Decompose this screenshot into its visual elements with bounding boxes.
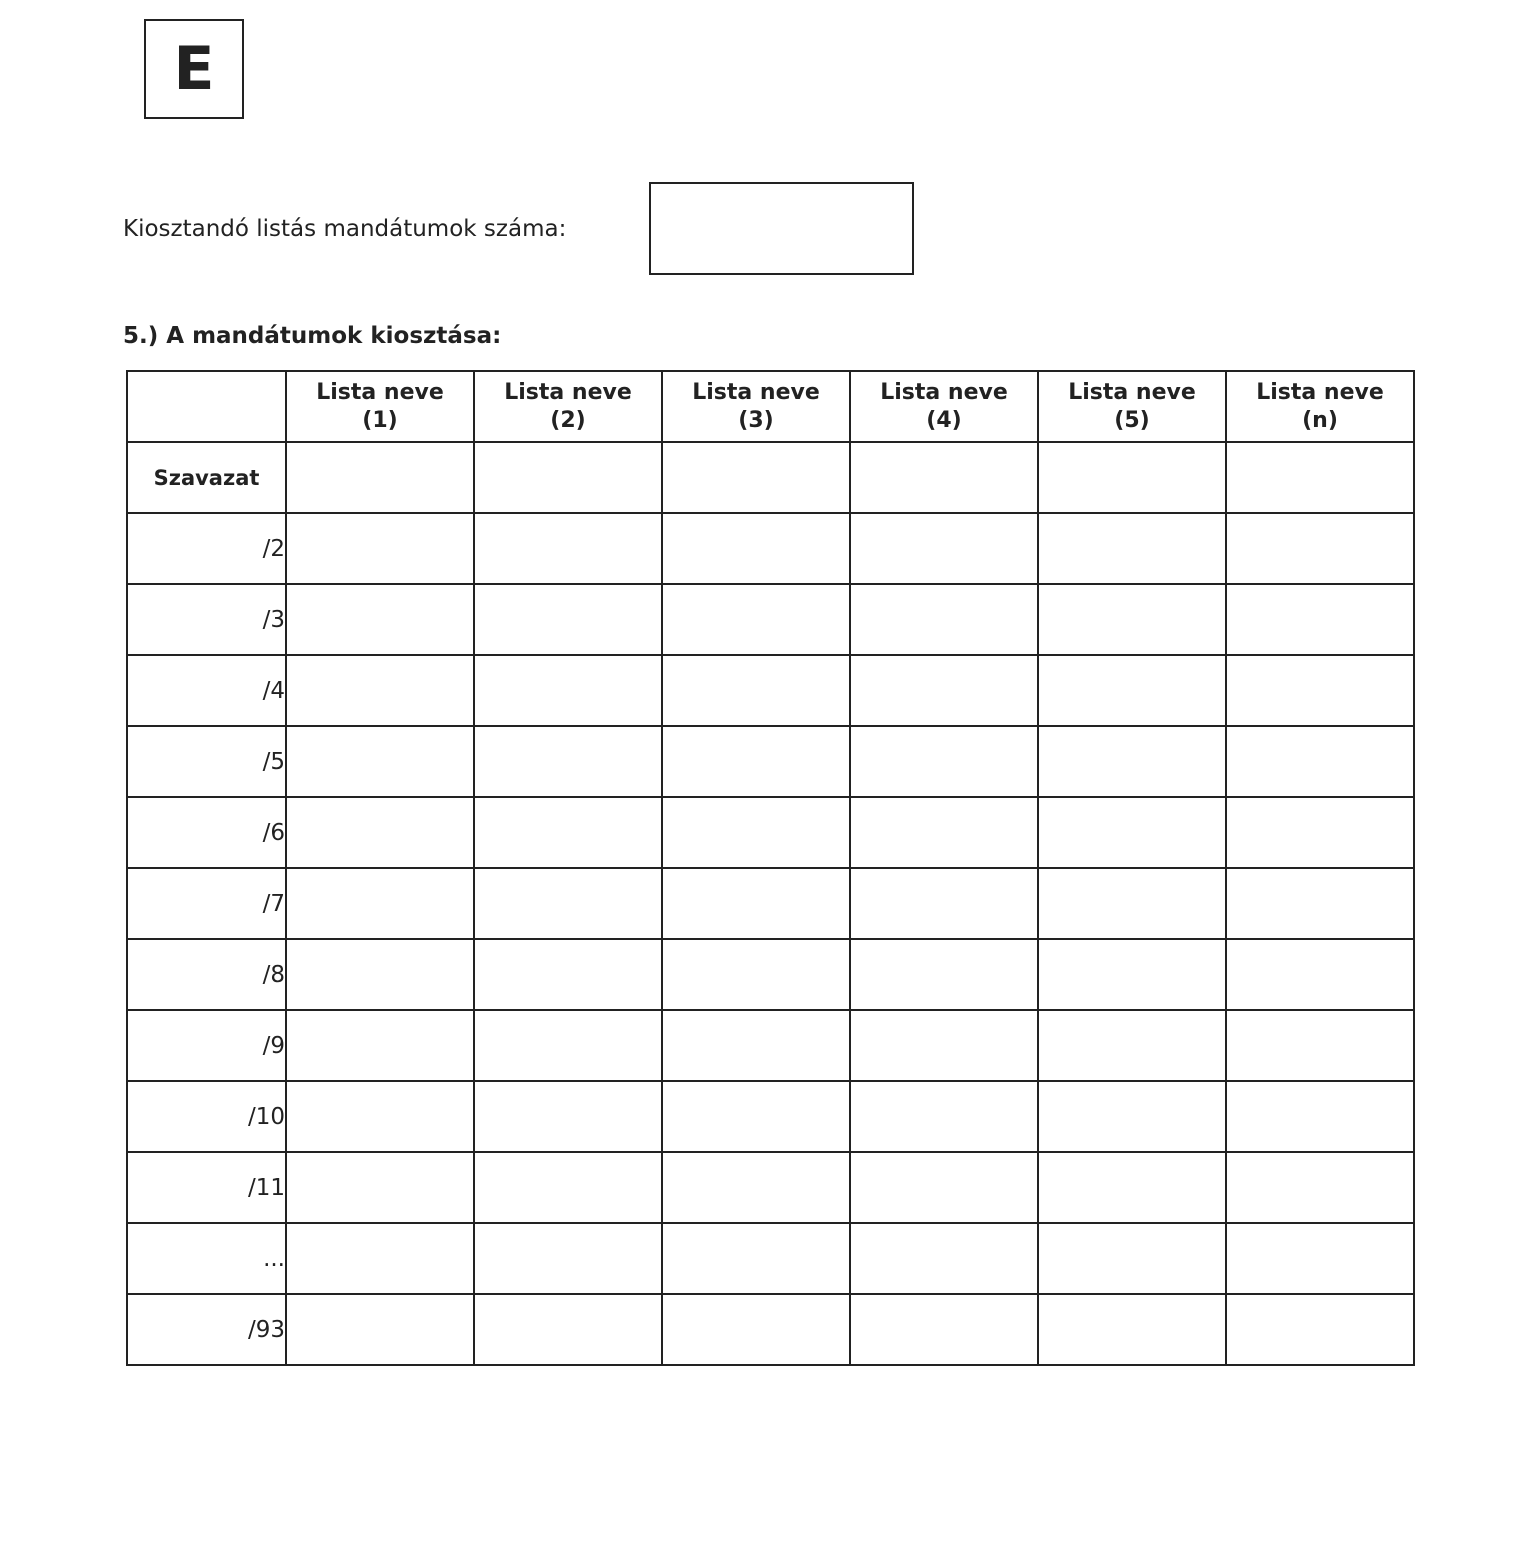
entry-cell[interactable]: [850, 655, 1038, 726]
entry-cell[interactable]: [286, 726, 474, 797]
table-header-row: [127, 371, 1414, 442]
entry-cell[interactable]: [850, 513, 1038, 584]
list-name-header: Lista neve (3): [662, 371, 850, 442]
entry-cell[interactable]: [474, 442, 662, 513]
table-row: [127, 1010, 1414, 1081]
entry-cell[interactable]: [850, 1081, 1038, 1152]
entry-cell[interactable]: [1038, 1294, 1226, 1365]
entry-cell[interactable]: [474, 1223, 662, 1294]
table-row: [127, 726, 1414, 797]
row-label: /2: [127, 513, 286, 584]
entry-cell[interactable]: [662, 584, 850, 655]
entry-cell[interactable]: [662, 1010, 850, 1081]
entry-cell[interactable]: [850, 442, 1038, 513]
entry-cell[interactable]: [286, 1010, 474, 1081]
row-label: /8: [127, 939, 286, 1010]
table-row: [127, 1081, 1414, 1152]
entry-cell[interactable]: [1038, 1010, 1226, 1081]
entry-cell[interactable]: [850, 726, 1038, 797]
form-letter: E: [173, 34, 215, 104]
row-label: /3: [127, 584, 286, 655]
entry-cell[interactable]: [850, 1010, 1038, 1081]
entry-cell[interactable]: [286, 513, 474, 584]
entry-cell[interactable]: [286, 1223, 474, 1294]
entry-cell[interactable]: [1226, 513, 1414, 584]
entry-cell[interactable]: [662, 868, 850, 939]
entry-cell[interactable]: [1226, 726, 1414, 797]
entry-cell[interactable]: [662, 939, 850, 1010]
entry-cell[interactable]: [1038, 939, 1226, 1010]
entry-cell[interactable]: [474, 726, 662, 797]
entry-cell[interactable]: [662, 1223, 850, 1294]
entry-cell[interactable]: [286, 584, 474, 655]
list-name-header: Lista neve (2): [474, 371, 662, 442]
entry-cell[interactable]: [474, 939, 662, 1010]
entry-cell[interactable]: [474, 513, 662, 584]
list-name-header: Lista neve (1): [286, 371, 474, 442]
entry-cell[interactable]: [474, 1081, 662, 1152]
entry-cell[interactable]: [286, 939, 474, 1010]
entry-cell[interactable]: [1038, 1152, 1226, 1223]
entry-cell[interactable]: [662, 655, 850, 726]
list-name-header: Lista neve (5): [1038, 371, 1226, 442]
entry-cell[interactable]: [1226, 939, 1414, 1010]
row-label: Szavazat: [127, 442, 286, 513]
entry-cell[interactable]: [474, 584, 662, 655]
entry-cell[interactable]: [1038, 1081, 1226, 1152]
form-letter-box: [144, 19, 244, 119]
table-corner-cell: [127, 371, 286, 442]
table-row: [127, 1223, 1414, 1294]
entry-cell[interactable]: [474, 1010, 662, 1081]
entry-cell[interactable]: [286, 1294, 474, 1365]
entry-cell[interactable]: [474, 1294, 662, 1365]
entry-cell[interactable]: [1226, 1223, 1414, 1294]
entry-cell[interactable]: [1226, 442, 1414, 513]
entry-cell[interactable]: [662, 1152, 850, 1223]
table-row: [127, 797, 1414, 868]
entry-cell[interactable]: [850, 1223, 1038, 1294]
table-row: [127, 1294, 1414, 1365]
entry-cell[interactable]: [850, 1152, 1038, 1223]
entry-cell[interactable]: [1038, 797, 1226, 868]
entry-cell[interactable]: [1226, 1010, 1414, 1081]
entry-cell[interactable]: [474, 1152, 662, 1223]
table-row: [127, 513, 1414, 584]
entry-cell[interactable]: [286, 1081, 474, 1152]
row-label: /11: [127, 1152, 286, 1223]
entry-cell[interactable]: [662, 1294, 850, 1365]
entry-cell[interactable]: [286, 655, 474, 726]
entry-cell[interactable]: [1038, 868, 1226, 939]
entry-cell[interactable]: [1038, 655, 1226, 726]
entry-cell[interactable]: [1226, 584, 1414, 655]
entry-cell[interactable]: [1226, 1081, 1414, 1152]
table-row: [127, 442, 1414, 513]
row-label: /6: [127, 797, 286, 868]
entry-cell[interactable]: [1038, 726, 1226, 797]
entry-cell[interactable]: [850, 939, 1038, 1010]
entry-cell[interactable]: [1038, 584, 1226, 655]
entry-cell[interactable]: [1226, 1294, 1414, 1365]
row-label: /5: [127, 726, 286, 797]
section-title: 5.) A mandátumok kiosztása:: [123, 323, 502, 349]
entry-cell[interactable]: [850, 584, 1038, 655]
entry-cell[interactable]: [286, 1152, 474, 1223]
entry-cell[interactable]: [1038, 513, 1226, 584]
entry-cell[interactable]: [1226, 655, 1414, 726]
table-body: [127, 442, 1414, 1365]
entry-cell[interactable]: [1226, 797, 1414, 868]
row-label: /7: [127, 868, 286, 939]
entry-cell[interactable]: [1038, 442, 1226, 513]
row-label: /4: [127, 655, 286, 726]
entry-cell[interactable]: [850, 1294, 1038, 1365]
entry-cell[interactable]: [850, 868, 1038, 939]
row-label: /9: [127, 1010, 286, 1081]
entry-cell[interactable]: [286, 442, 474, 513]
entry-cell[interactable]: [474, 797, 662, 868]
table-row: [127, 655, 1414, 726]
list-name-header: Lista neve (4): [850, 371, 1038, 442]
entry-cell[interactable]: [1226, 1152, 1414, 1223]
entry-cell[interactable]: [286, 797, 474, 868]
entry-cell[interactable]: [1038, 1223, 1226, 1294]
entry-cell[interactable]: [662, 442, 850, 513]
row-label: /93: [127, 1294, 286, 1365]
table-row: [127, 584, 1414, 655]
row-label: /10: [127, 1081, 286, 1152]
table-row: [127, 868, 1414, 939]
entry-cell[interactable]: [286, 868, 474, 939]
row-label: ...: [127, 1223, 286, 1294]
table-row: [127, 1152, 1414, 1223]
entry-cell[interactable]: [474, 655, 662, 726]
entry-cell[interactable]: [850, 797, 1038, 868]
entry-cell[interactable]: [474, 868, 662, 939]
list-name-header: Lista neve (n): [1226, 371, 1414, 442]
entry-cell[interactable]: [662, 513, 850, 584]
entry-cell[interactable]: [1226, 868, 1414, 939]
entry-cell[interactable]: [662, 1081, 850, 1152]
seat-count-field[interactable]: [649, 182, 914, 275]
entry-cell[interactable]: [662, 726, 850, 797]
allocation-table: [126, 370, 1415, 1366]
table-row: [127, 939, 1414, 1010]
seat-count-label: Kiosztandó listás mandátumok száma:: [123, 216, 567, 242]
entry-cell[interactable]: [662, 797, 850, 868]
